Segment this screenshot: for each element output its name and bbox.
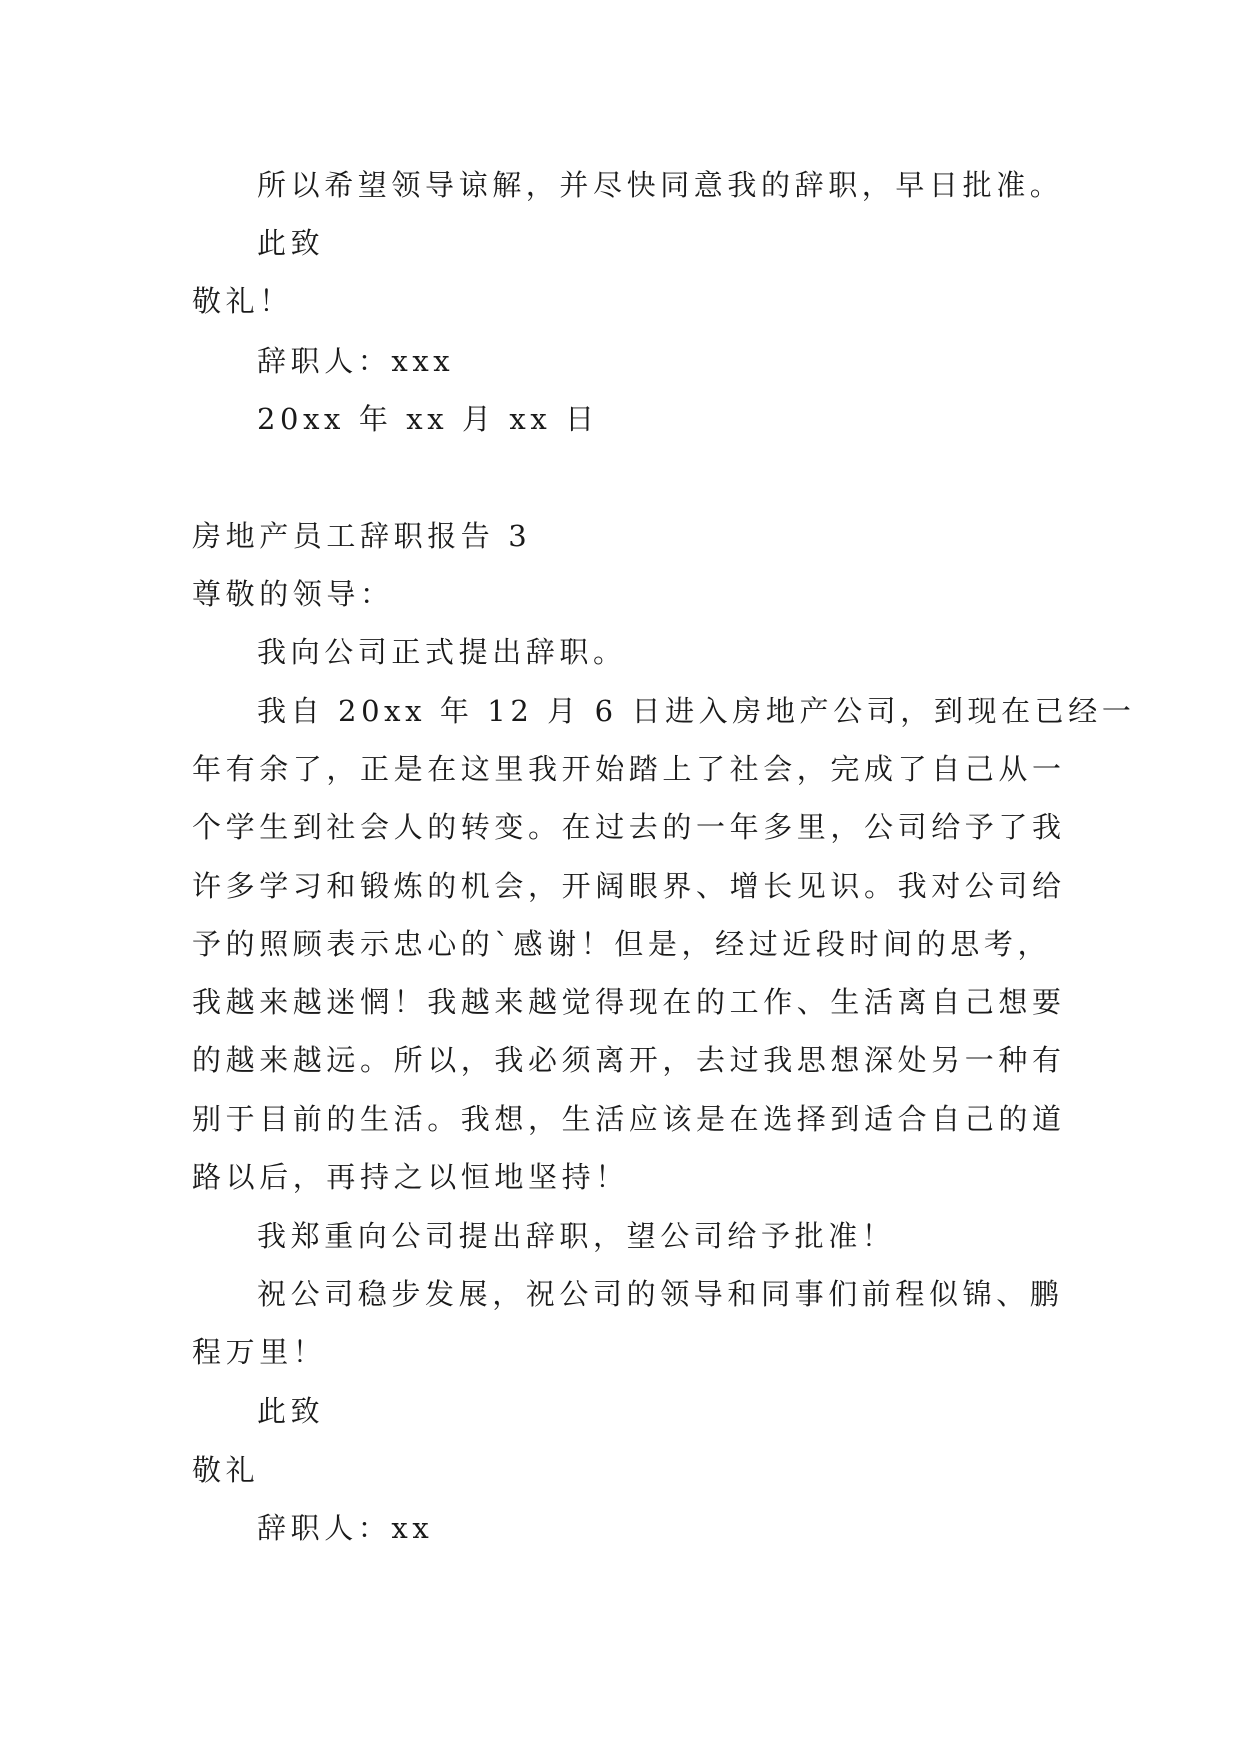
body-line: 许多学习和锻炼的机会，开阔眼界、增长见识。我对公司给	[192, 869, 1066, 903]
body-line: 个学生到社会人的转变。在过去的一年多里，公司给予了我	[192, 810, 1066, 844]
signature-text: 辞职人：xxx	[257, 344, 455, 378]
body-line: 别于目前的生活。我想，生活应该是在选择到适合自己的道	[192, 1102, 1066, 1136]
body-line: 路以后，再持之以恒地坚持！	[192, 1160, 629, 1194]
salutation-respect-text: 敬礼	[192, 1453, 260, 1487]
date-text: 20xx 年 xx 月 xx 日	[257, 402, 599, 436]
salutation-text: 此致	[257, 226, 325, 260]
closing-request-text: 所以希望领导谅解，并尽快同意我的辞职，早日批准。	[257, 168, 1064, 202]
salutation-text: 此致	[257, 1394, 325, 1428]
body-line: 年有余了，正是在这里我开始踏上了社会，完成了自己从一	[192, 752, 1066, 786]
section-heading: 房地产员工辞职报告 3	[192, 519, 532, 553]
opening-paragraph: 我向公司正式提出辞职。	[257, 635, 627, 669]
body-line: 予的照顾表示忠心的`感谢！但是，经过近段时间的思考，	[192, 927, 1052, 961]
wishes-line: 程万里！	[192, 1335, 327, 1369]
wishes-line: 祝公司稳步发展，祝公司的领导和同事们前程似锦、鹏	[257, 1277, 1064, 1311]
request-paragraph: 我郑重向公司提出辞职，望公司给予批准！	[257, 1219, 896, 1253]
salutation-respect-text: 敬礼！	[192, 284, 293, 318]
signature-text: 辞职人：xx	[257, 1511, 434, 1545]
body-line: 我越来越迷惘！我越来越觉得现在的工作、生活离自己想要	[192, 985, 1066, 1019]
greeting-text: 尊敬的领导：	[192, 577, 394, 611]
body-line: 的越来越远。所以，我必须离开，去过我思想深处另一种有	[192, 1043, 1066, 1077]
body-line: 我自 20xx 年 12 月 6 日进入房地产公司，到现在已经一	[257, 694, 1136, 728]
